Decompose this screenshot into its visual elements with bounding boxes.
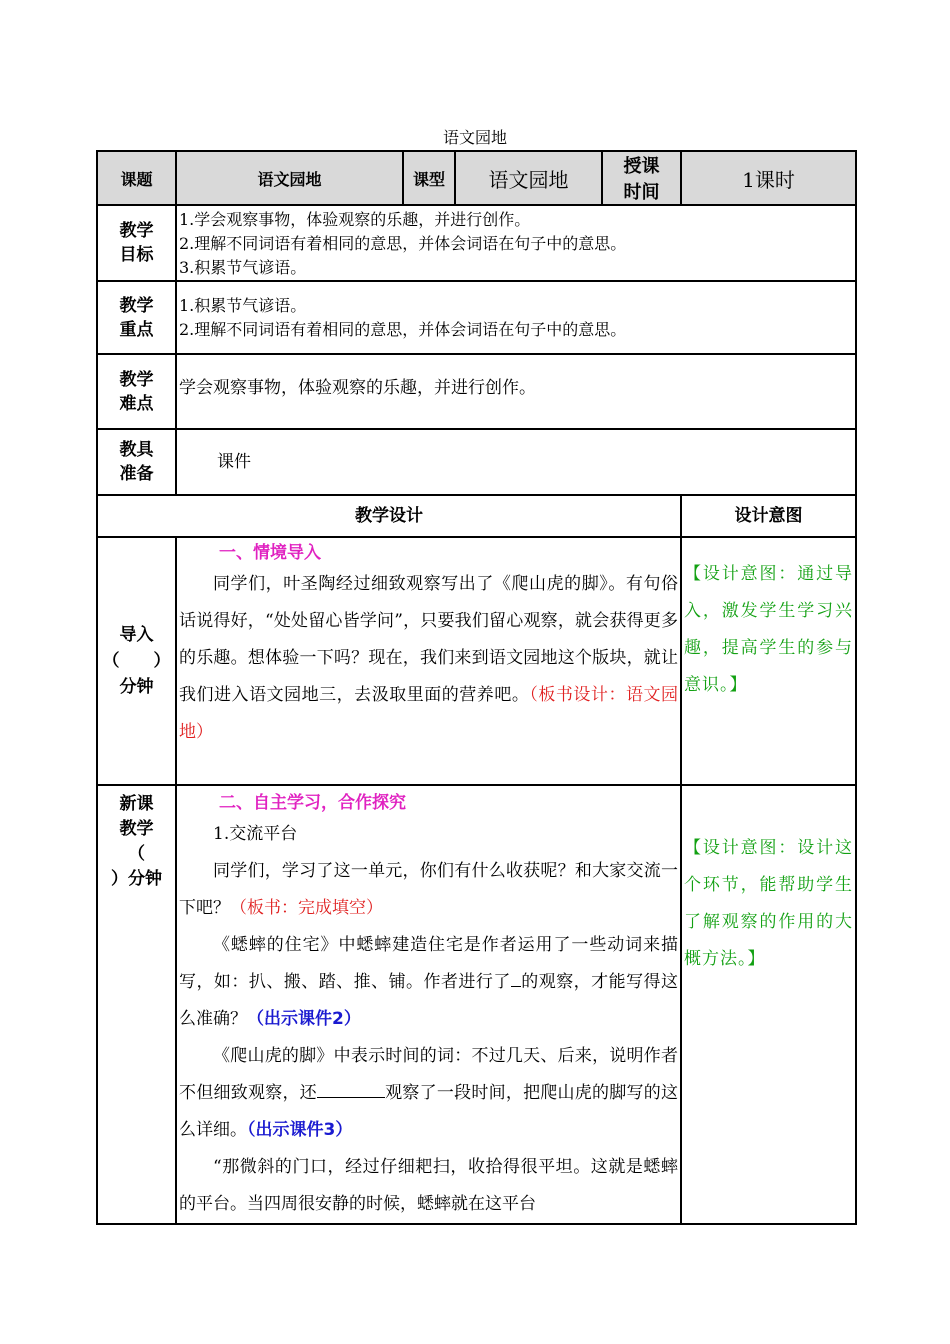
goals-content (176, 205, 856, 281)
intent-header: 设计意图 (681, 495, 856, 537)
new-lesson-section-title: 二、自主学习，合作探究 (219, 793, 406, 813)
time-label-line1: 授课 (623, 156, 660, 177)
time-value: 1课时 (681, 151, 856, 205)
new-lesson-label-line2: 教学 (119, 819, 154, 839)
new-lesson-p4: “那微斜的门口，经过仔细耙扫，收拾得很平坦。这就是蟋蟀的平台。当四周很安静的时候，蟋蟀就在这平台 (179, 1157, 678, 1214)
key-points-label (97, 281, 176, 354)
intro-section-title: 一、情境导入 (219, 543, 321, 563)
new-lesson-p1 (179, 853, 678, 927)
materials-content: 课件 (176, 429, 856, 495)
new-lesson-p1-note: （板书：完成填空） (230, 898, 383, 918)
new-lesson-p3-start: 《爬山虎的脚》中表示时间的词：不过几天、后来，说明作者不但细致观察，还 (179, 1046, 678, 1103)
new-lesson-label-line1: 新课 (119, 794, 154, 814)
materials-row (97, 429, 856, 495)
difficulties-label-line1: 教学 (119, 369, 154, 390)
time-label-line2: 时间 (623, 182, 660, 203)
materials-label (97, 429, 176, 495)
new-lesson-p3-end: 观察了一段时间，把爬山虎的脚写的这么详细。 (179, 1083, 679, 1140)
goals-row (97, 205, 856, 281)
intro-label-line1: 导入 (119, 625, 154, 645)
topic-value: 语文园地 (176, 151, 403, 205)
new-lesson-p3 (179, 1038, 678, 1149)
key-point-item: 2.理解不同词语有着相同的意思，并体会词语在句子中的意思。 (179, 319, 627, 339)
design-header-row (97, 495, 856, 537)
topic-label: 课题 (97, 151, 176, 205)
goals-label-line1: 教学 (119, 221, 154, 241)
type-value: 语文园地 (455, 151, 602, 205)
new-lesson-subtitle: 1.交流平台 (213, 824, 298, 844)
design-header: 教学设计 (97, 495, 681, 537)
lesson-plan-table (96, 150, 857, 1225)
header-row (97, 151, 856, 205)
new-lesson-label-line3: （ (128, 844, 145, 864)
key-points-content (176, 281, 856, 354)
goals-label (97, 205, 176, 281)
intro-row (97, 537, 856, 785)
new-lesson-content (176, 785, 681, 1224)
new-lesson-p3-note: （出示课件3） (247, 1120, 353, 1140)
intro-label-line3: 分钟 (119, 677, 154, 697)
intro-label-line2: （ ） (102, 651, 171, 671)
new-lesson-p2 (179, 927, 678, 1038)
key-points-label-line1: 教学 (119, 295, 154, 316)
new-lesson-row (97, 785, 856, 1224)
key-points-row (97, 281, 856, 354)
new-lesson-p2-text: 《蟋蟀的住宅》中蟋蟀建造住宅是作者运用了一些动词来描写，如：扒、搬、踏、推、铺。作者进行了 (179, 935, 678, 992)
fill-blank (511, 969, 521, 987)
intro-intent: 【设计意图：通过导入，激发学生学习兴趣，提高学生的参与意识。】 (681, 537, 856, 785)
difficulties-row (97, 354, 856, 429)
goal-item: 3.积累节气谚语。 (179, 258, 307, 277)
goal-item: 2.理解不同词语有着相同的意思，并体会词语在句子中的意思。 (179, 234, 627, 253)
new-lesson-p2-end: 的观察，才能写得这么准确？ (179, 972, 679, 1029)
key-point-item: 1.积累节气谚语。 (179, 295, 307, 315)
materials-label-line1: 教具 (119, 440, 154, 460)
new-lesson-intent: 【设计意图：设计这个环节，能帮助学生了解观察的作用的大概方法。】 (681, 785, 856, 1224)
time-label (602, 151, 681, 205)
new-lesson-label (97, 785, 176, 1224)
page-title: 语文园地 (442, 128, 507, 147)
new-lesson-label-line4: ）分钟 (111, 869, 162, 889)
new-lesson-p2-note: （出示课件2） (247, 1009, 361, 1029)
intro-board-note: （板书设计：语文园地） (179, 685, 679, 742)
fill-blank (317, 1080, 385, 1098)
intro-content (176, 537, 681, 785)
difficulties-content: 学会观察事物，体验观察的乐趣，并进行创作。 (176, 354, 856, 429)
goal-item: 1.学会观察事物，体验观察的乐趣，并进行创作。 (179, 210, 531, 229)
difficulties-label (97, 354, 176, 429)
materials-label-line2: 准备 (119, 464, 154, 484)
intro-text: 同学们，叶圣陶经过细致观察写出了《爬山虎的脚》。有句俗话说得好，“处处留心皆学问”，只要我们留心观察，就会获得更多的乐趣。想体验一下吗？现在，我们来到语文园地这个版块，就让我们进入语文园地三，去汲取里面的营养吧。 (179, 574, 678, 705)
new-lesson-p1-text: 同学们，学习了这一单元，你们有什么收获呢？和大家交流一下吧？ (179, 861, 678, 918)
intro-paragraph (179, 566, 678, 751)
intro-label (97, 537, 176, 785)
type-label: 课型 (403, 151, 455, 205)
difficulties-label-line2: 难点 (119, 393, 154, 414)
key-points-label-line2: 重点 (119, 319, 154, 340)
goals-label-line2: 目标 (119, 245, 154, 265)
